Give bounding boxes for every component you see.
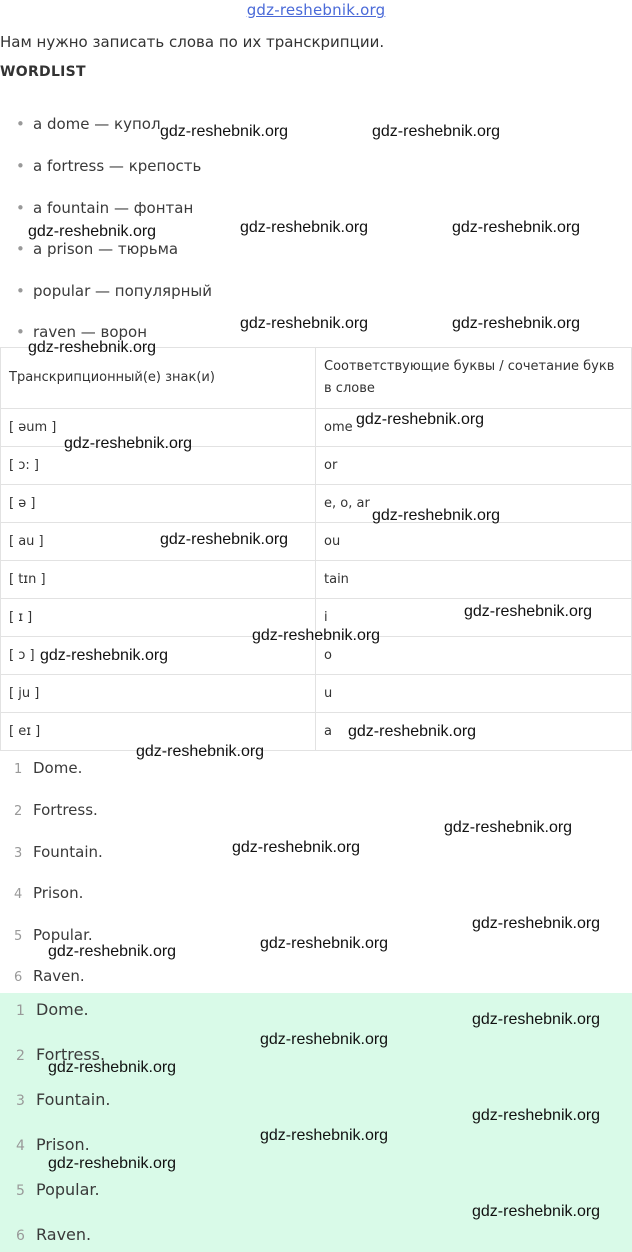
list-number: 1 xyxy=(14,762,23,777)
bullet-icon: • xyxy=(16,115,25,133)
bullet-icon: • xyxy=(16,199,25,217)
table-row xyxy=(1,485,632,523)
watermark: gdz-reshebnik.org xyxy=(356,411,485,428)
watermark: gdz-reshebnik.org xyxy=(40,647,169,664)
table-cell: ome xyxy=(316,409,632,447)
watermark: gdz-reshebnik.org xyxy=(240,315,369,332)
watermark: gdz-reshebnik.org xyxy=(28,339,157,356)
site-header-link[interactable]: gdz-reshebnik.org xyxy=(246,1,386,19)
answer-word: Dome. xyxy=(33,759,83,777)
wordlist-entry: a dome — купол xyxy=(33,115,161,133)
table-row xyxy=(1,523,632,561)
watermark: gdz-reshebnik.org xyxy=(232,839,361,856)
watermark: gdz-reshebnik.org xyxy=(160,531,289,548)
site-header[interactable] xyxy=(0,0,632,19)
table-cell: [ əum ] xyxy=(1,409,316,447)
list-item xyxy=(14,967,85,985)
table-row xyxy=(1,713,632,751)
watermark: gdz-reshebnik.org xyxy=(372,123,501,140)
answer-word: Raven. xyxy=(36,1225,92,1244)
answer-word: Fountain. xyxy=(36,1090,111,1109)
table-cell: [ ju ] xyxy=(1,675,316,713)
table-header-cell: Соответствующие буквы / сочетание букв в слове xyxy=(316,348,632,409)
list-number: 2 xyxy=(16,1048,25,1064)
list-number: 3 xyxy=(14,846,23,861)
table-header-cell: Транскрипционный(е) знак(и) xyxy=(1,348,316,409)
watermark: gdz-reshebnik.org xyxy=(48,943,177,960)
table-cell: a xyxy=(316,713,632,751)
list-item xyxy=(14,843,103,861)
list-number: 4 xyxy=(14,887,23,902)
watermark: gdz-reshebnik.org xyxy=(464,603,593,620)
list-item xyxy=(16,115,161,133)
list-item xyxy=(16,199,193,217)
table-cell: e, o, ar xyxy=(316,485,632,523)
table-cell: [ ɔ ] xyxy=(1,637,316,675)
list-item xyxy=(16,1090,110,1109)
table-cell: u xyxy=(316,675,632,713)
list-item xyxy=(14,884,83,902)
table-cell: tain xyxy=(316,561,632,599)
watermark: gdz-reshebnik.org xyxy=(48,1059,177,1076)
wordlist-heading: WORDLIST xyxy=(0,64,86,80)
bullet-icon: • xyxy=(16,282,25,300)
watermark: gdz-reshebnik.org xyxy=(260,1031,389,1048)
table-cell: o xyxy=(316,637,632,675)
watermark: gdz-reshebnik.org xyxy=(64,435,193,452)
list-number: 6 xyxy=(16,1228,25,1244)
bullet-icon: • xyxy=(16,323,25,341)
watermark: gdz-reshebnik.org xyxy=(260,935,389,952)
answer-word: Fortress. xyxy=(33,801,98,819)
watermark: gdz-reshebnik.org xyxy=(160,123,289,140)
watermark: gdz-reshebnik.org xyxy=(452,219,581,236)
answer-word: Fountain. xyxy=(33,843,103,861)
watermark: gdz-reshebnik.org xyxy=(472,915,601,932)
watermark: gdz-reshebnik.org xyxy=(136,743,265,760)
wordlist-entry: a fountain — фонтан xyxy=(33,199,194,217)
answer-word: Popular. xyxy=(33,926,93,944)
watermark: gdz-reshebnik.org xyxy=(252,627,381,644)
list-item xyxy=(14,801,98,819)
watermark: gdz-reshebnik.org xyxy=(472,1011,601,1028)
table-cell: [ ɔ: ] xyxy=(1,447,316,485)
list-number: 2 xyxy=(14,804,23,819)
list-item xyxy=(16,1000,89,1019)
wordlist-entry: a prison — тюрьма xyxy=(33,240,179,258)
table-cell: [ au ] xyxy=(1,523,316,561)
answer-word: Raven. xyxy=(33,967,85,985)
watermark: gdz-reshebnik.org xyxy=(348,723,477,740)
transcription-table xyxy=(0,347,632,751)
answer-word: Prison. xyxy=(33,884,84,902)
wordlist-entry: raven — ворон xyxy=(33,323,148,341)
list-item xyxy=(14,926,93,944)
answer-word: Prison. xyxy=(36,1135,90,1154)
watermark: gdz-reshebnik.org xyxy=(444,819,573,836)
list-number: 5 xyxy=(14,929,23,944)
watermark: gdz-reshebnik.org xyxy=(372,507,501,524)
watermark: gdz-reshebnik.org xyxy=(240,219,369,236)
answer-word: Dome. xyxy=(36,1000,89,1019)
list-number: 6 xyxy=(14,970,23,985)
answer-word: Popular. xyxy=(36,1180,100,1199)
wordlist-entry: a fortress — крепость xyxy=(33,157,202,175)
answer-word: Fortress. xyxy=(36,1045,106,1064)
watermark: gdz-reshebnik.org xyxy=(28,223,157,240)
wordlist-entry: popular — популярный xyxy=(33,282,212,300)
list-number: 1 xyxy=(16,1003,25,1019)
bullet-icon: • xyxy=(16,157,25,175)
intro-text: Нам нужно записать слова по их транскрипции. xyxy=(0,33,385,51)
table-cell: ou xyxy=(316,523,632,561)
watermark: gdz-reshebnik.org xyxy=(472,1107,601,1124)
list-item xyxy=(16,1225,91,1244)
bullet-icon: • xyxy=(16,240,25,258)
table-row xyxy=(1,675,632,713)
table-cell: [ ə ] xyxy=(1,485,316,523)
list-item xyxy=(16,1180,100,1199)
table-cell: i xyxy=(316,599,632,637)
table-cell: or xyxy=(316,447,632,485)
list-number: 5 xyxy=(16,1183,25,1199)
list-item xyxy=(16,282,212,300)
table-cell: [ ɪ ] xyxy=(1,599,316,637)
table-cell: [ tɪn ] xyxy=(1,561,316,599)
table-row xyxy=(1,561,632,599)
watermark: gdz-reshebnik.org xyxy=(472,1203,601,1220)
list-item xyxy=(16,1135,90,1154)
list-number: 3 xyxy=(16,1093,25,1109)
watermark: gdz-reshebnik.org xyxy=(48,1155,177,1172)
table-cell: [ eɪ ] xyxy=(1,713,316,751)
list-number: 4 xyxy=(16,1138,25,1154)
list-item xyxy=(16,240,178,258)
list-item xyxy=(14,759,82,777)
watermark: gdz-reshebnik.org xyxy=(452,315,581,332)
watermark: gdz-reshebnik.org xyxy=(260,1127,389,1144)
list-item xyxy=(16,157,201,175)
